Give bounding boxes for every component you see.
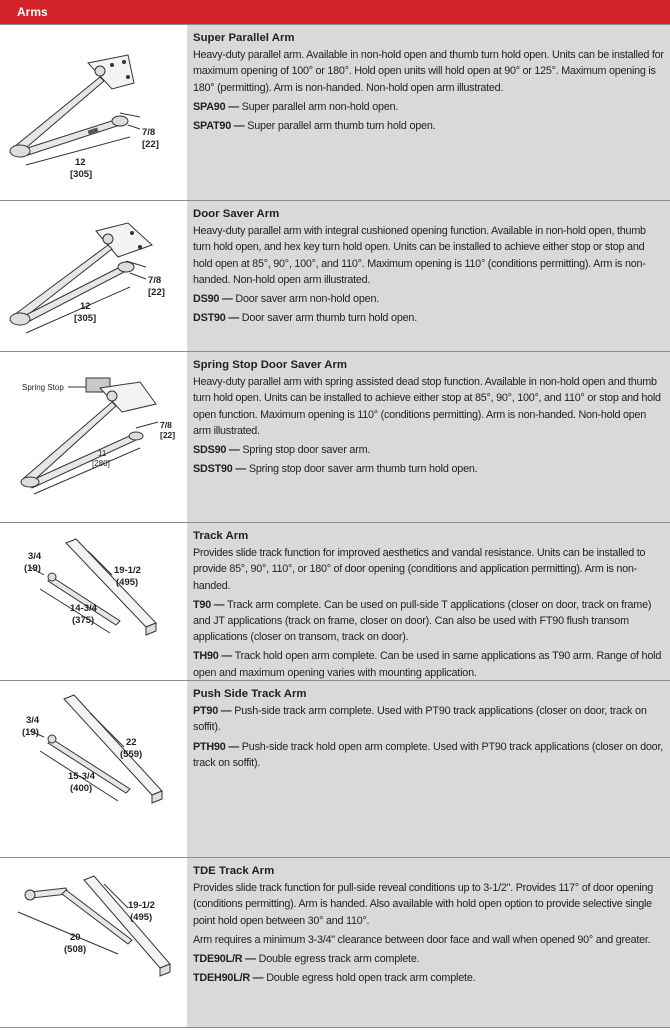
product-description: Provides slide track function for improved aesthetics and vandal resistance. Units can be installed to provide 85°, 90°, 110°, or 180° of door opening (conditions and application permitting). Arm is non-handed. bbox=[193, 547, 646, 592]
dimension-a: 7/8 bbox=[160, 420, 172, 430]
model-text: Double egress track arm complete. bbox=[255, 953, 420, 966]
dimension-b-metric: [280] bbox=[92, 459, 110, 468]
model-code: TH90 — bbox=[193, 650, 232, 663]
dimension-a-metric: (495) bbox=[130, 912, 153, 923]
product-row-spring-stop-door-saver-arm bbox=[0, 351, 670, 523]
product-title: Super Parallel Arm bbox=[193, 32, 295, 44]
model-line bbox=[193, 703, 664, 735]
dimension-a: 3/4 bbox=[28, 551, 42, 562]
product-description: Heavy-duty parallel arm with spring assisted dead stop function. Available in non-hold open and thumb turn hold open. Units can be installed to achieve either stop at 85°, 90°, 100°, and 110° or stop and hold open function. Maximum opening is 110° (conditions permitting). Arm is non-handed. Non-hold open arm illustrated. bbox=[193, 376, 661, 437]
dimension-b-metric: (495) bbox=[116, 577, 139, 588]
product-row-track-arm bbox=[0, 522, 670, 681]
dimension-a: 7/8 bbox=[148, 275, 162, 286]
model-code: SDST90 — bbox=[193, 463, 247, 476]
dimension-a-metric: (19) bbox=[24, 563, 41, 574]
section-title: Arms bbox=[17, 5, 48, 19]
model-code: T90 — bbox=[193, 598, 225, 611]
model-line bbox=[193, 970, 664, 986]
dimension-b: 22 bbox=[126, 737, 137, 748]
product-row-super-parallel-arm bbox=[0, 24, 670, 201]
dimension-a-metric: [22] bbox=[148, 287, 165, 298]
dimension-b: 12 bbox=[75, 157, 86, 168]
dimension-b-metric: [305] bbox=[74, 313, 97, 324]
spring-stop-label: Spring Stop bbox=[22, 383, 64, 392]
model-code: SPA90 — bbox=[193, 100, 239, 113]
dimension-b-metric: (559) bbox=[120, 749, 143, 760]
model-line bbox=[193, 951, 664, 967]
door-saver-arm-description bbox=[187, 201, 670, 352]
dimension-c: 14-3/4 bbox=[70, 603, 97, 614]
spring-stop-arm-illustration bbox=[0, 352, 187, 523]
model-text: Track arm complete. Can be used on pull-side T applications (closer on door, track on frame) and JT applications (track on frame, closer on door). Can also be used with FT90 flush transom applications (closer on transom, track on door). bbox=[193, 598, 652, 644]
model-code: TDEH90L/R — bbox=[193, 972, 264, 985]
track-arm-illustration bbox=[0, 523, 187, 681]
model-text: Track hold open arm complete. Can be used in same applications as T90 arm. Range of hold open and maximum opening varies with mounting application. bbox=[193, 650, 662, 679]
dimension-a: 19-1/2 bbox=[128, 900, 155, 911]
super-parallel-arm-illustration bbox=[0, 25, 187, 201]
model-text: Push-side track arm complete. Used with PT90 track applications (closer on door, track on soffit). bbox=[193, 705, 647, 734]
track-arm-description bbox=[187, 523, 670, 681]
model-line bbox=[193, 648, 664, 680]
product-description-note: Arm requires a minimum 3-3/4" clearance between door face and wall when opened 90° and greater. bbox=[193, 933, 651, 946]
product-title: Spring Stop Door Saver Arm bbox=[193, 359, 348, 371]
dimension-c: 15-3/4 bbox=[68, 771, 95, 782]
push-side-track-arm-illustration bbox=[0, 681, 187, 858]
model-code: SPAT90 — bbox=[193, 120, 245, 133]
model-text: Door saver arm non-hold open. bbox=[232, 293, 380, 306]
dimension-a-metric: [22] bbox=[142, 139, 159, 150]
door-saver-arm-illustration bbox=[0, 201, 187, 352]
table-bottom-border bbox=[0, 1027, 670, 1028]
super-parallel-arm-description bbox=[187, 25, 670, 201]
product-row-push-side-track-arm bbox=[0, 680, 670, 858]
model-text: Double egress hold open track arm complete. bbox=[263, 972, 476, 985]
model-text: Super parallel arm thumb turn hold open. bbox=[244, 120, 436, 133]
product-title: TDE Track Arm bbox=[193, 865, 275, 877]
model-line bbox=[193, 118, 664, 134]
model-text: Spring stop door saver arm. bbox=[239, 444, 371, 457]
dimension-b: 20 bbox=[70, 932, 81, 943]
model-code: DS90 — bbox=[193, 293, 233, 306]
model-text: Spring stop door saver arm thumb turn hold open. bbox=[246, 463, 478, 476]
model-code: PTH90 — bbox=[193, 740, 239, 753]
product-row-door-saver-arm bbox=[0, 200, 670, 352]
dimension-a: 7/8 bbox=[142, 127, 156, 138]
model-line bbox=[193, 291, 664, 307]
dimension-a-metric: [22] bbox=[160, 430, 176, 440]
model-code: TDE90L/R — bbox=[193, 953, 256, 966]
dimension-a: 3/4 bbox=[26, 715, 40, 726]
dimension-c-metric: (400) bbox=[70, 783, 93, 794]
product-description: Heavy-duty parallel arm. Available in non-hold open and thumb turn hold open. Units can be installed for maximum opening of 100° or 180°. Hold open units will hold open at 90° or 125°. Maximum opening is 180° (permitting). Arm is non-handed. Non-hold open arm illustrated. bbox=[193, 49, 664, 94]
dimension-c-metric: (375) bbox=[72, 615, 95, 626]
tde-track-arm-illustration bbox=[0, 858, 187, 1028]
product-description: Provides slide track function for pull-side reveal conditions up to 3-1/2". Provides 117° of door opening (conditions permitting). Arm is handed. Also available with hold open option to provide selective single point hold open between 30° and 110°. bbox=[193, 882, 654, 927]
model-line bbox=[193, 310, 664, 326]
product-row-tde-track-arm bbox=[0, 857, 670, 1028]
push-side-track-arm-description bbox=[187, 681, 670, 858]
dimension-b: 19-1/2 bbox=[114, 565, 141, 576]
model-line bbox=[193, 597, 664, 646]
dimension-b: 11 bbox=[98, 449, 107, 458]
model-line bbox=[193, 442, 664, 458]
model-line bbox=[193, 461, 664, 477]
model-code: DST90 — bbox=[193, 312, 239, 325]
model-text: Super parallel arm non-hold open. bbox=[238, 100, 399, 113]
dimension-b: 12 bbox=[80, 301, 91, 312]
dimension-b-metric: [305] bbox=[70, 169, 93, 180]
product-title: Push Side Track Arm bbox=[193, 688, 307, 700]
model-code: SDS90 — bbox=[193, 444, 240, 457]
dimension-a-metric: (19) bbox=[22, 727, 39, 738]
model-line bbox=[193, 739, 664, 771]
product-title: Door Saver Arm bbox=[193, 208, 280, 220]
model-text: Push-side track hold open arm complete. Used with PT90 track applications (closer on door, track on soffit). bbox=[193, 740, 664, 769]
model-text: Door saver arm thumb turn hold open. bbox=[239, 312, 418, 325]
model-line bbox=[193, 99, 664, 115]
product-description: Heavy-duty parallel arm with integral cushioned opening function. Available in non-hold open, thumb turn hold open, and hex key turn hold open. Units can be installed to achieve either stop or stop and hold open at 85°, 90°, 100°, and 110°. Maximum opening is 110° (conditions permitting). Arm is non-handed. Non-hold open arm illustrated. bbox=[193, 225, 646, 286]
spring-stop-arm-description bbox=[187, 352, 670, 523]
product-title: Track Arm bbox=[193, 530, 249, 542]
dimension-b-metric: (508) bbox=[64, 944, 87, 955]
model-code: PT90 — bbox=[193, 705, 232, 718]
tde-track-arm-description bbox=[187, 858, 670, 1028]
section-header bbox=[0, 0, 670, 24]
